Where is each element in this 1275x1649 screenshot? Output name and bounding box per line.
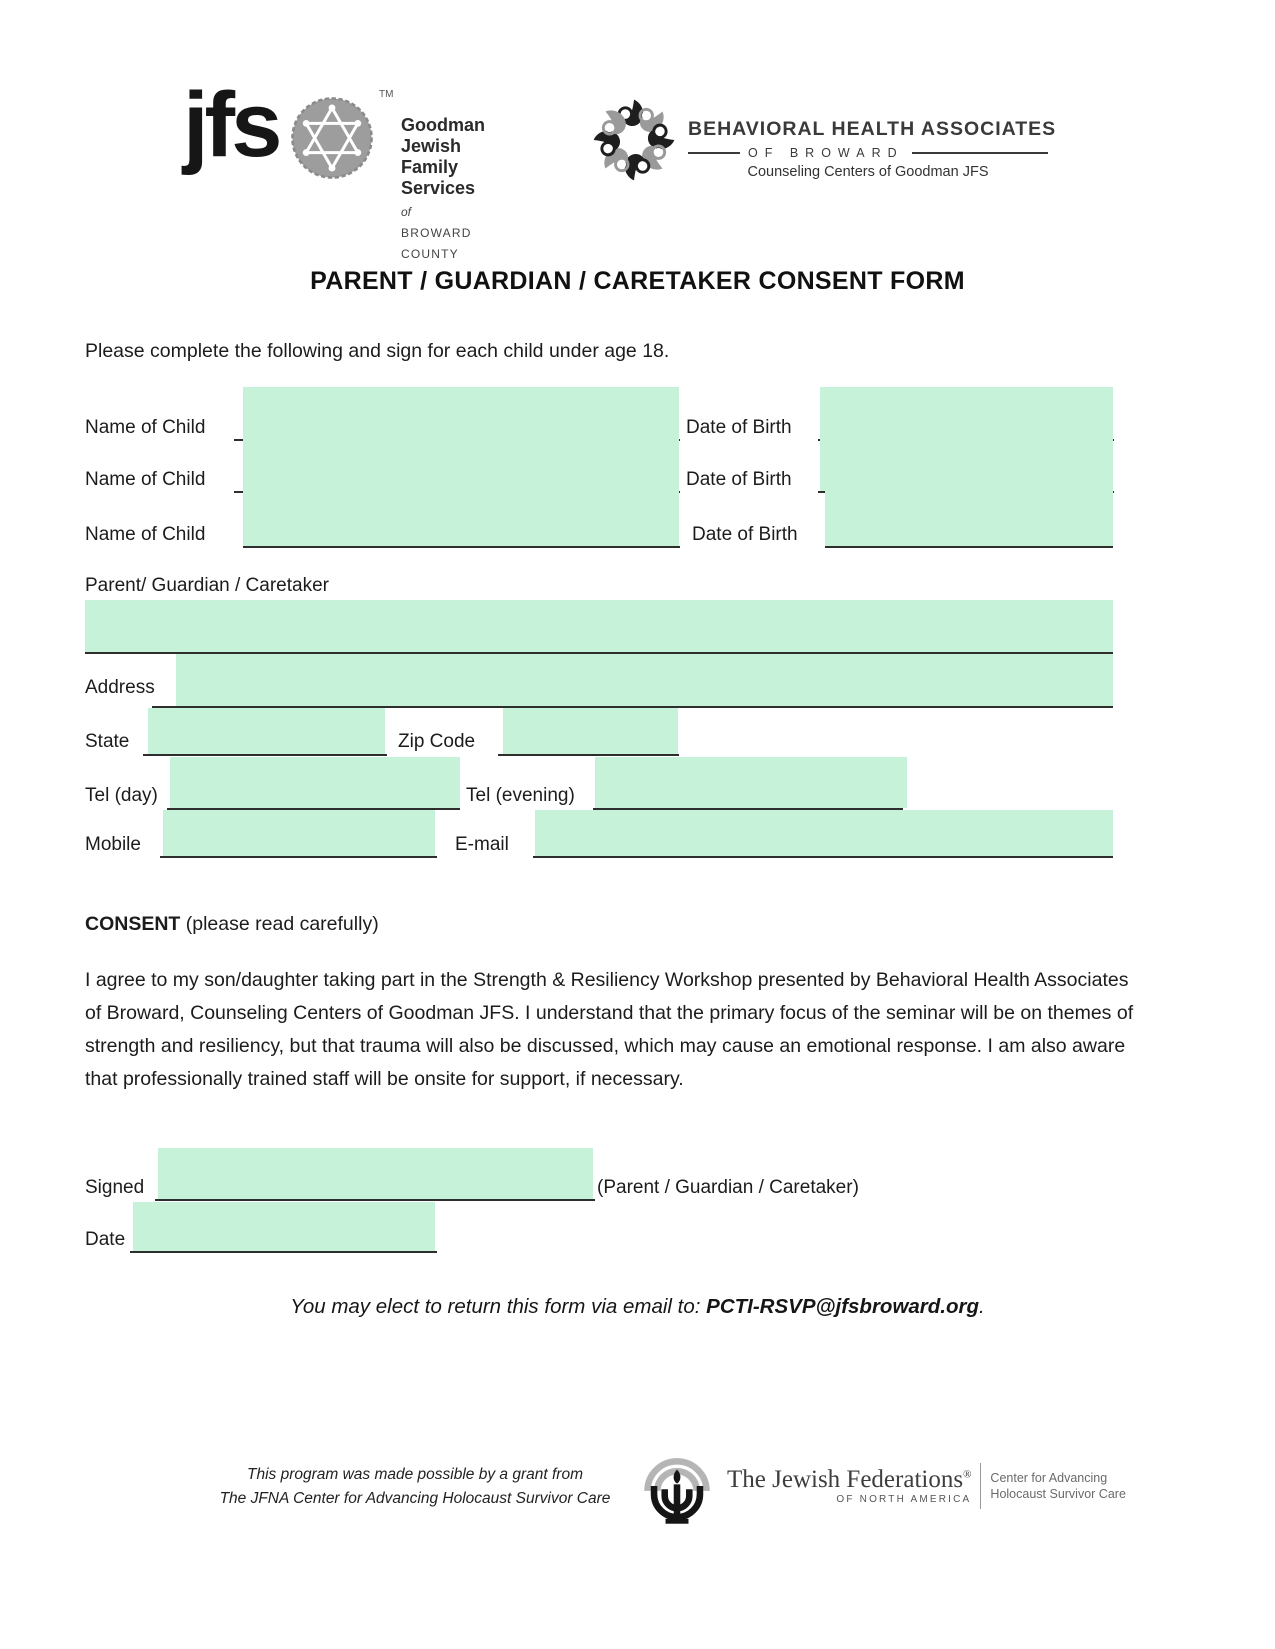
field-underline xyxy=(825,546,1113,548)
tel-day-label: Tel (day) xyxy=(85,785,158,806)
jf-wordmark xyxy=(727,1467,971,1505)
zip-field[interactable] xyxy=(503,708,678,754)
child-dob-label-3: Date of Birth xyxy=(692,524,798,545)
menorah-icon xyxy=(636,1444,718,1528)
state-label: State xyxy=(85,731,130,752)
child-dob-label-2: Date of Birth xyxy=(686,469,792,490)
child-name-label-2: Name of Child xyxy=(85,469,206,490)
child-name-field-3[interactable] xyxy=(243,491,679,546)
jf-name: The Jewish Federations® xyxy=(727,1466,972,1493)
tel-day-field[interactable] xyxy=(170,757,460,808)
field-underline xyxy=(160,856,437,858)
jfs-logo-text: jfs xyxy=(183,74,279,176)
mobile-field[interactable] xyxy=(163,810,435,856)
parent-label: Parent/ Guardian / Caretaker xyxy=(85,575,329,596)
jf-divider xyxy=(980,1463,981,1509)
return-note xyxy=(0,1295,1275,1319)
date-label: Date xyxy=(85,1229,126,1250)
bha-tagline: Counseling Centers of Goodman JFS xyxy=(747,164,989,180)
bha-subtitle: OF BROWARD xyxy=(748,146,904,160)
grant-line1: This program was made possible by a grant from xyxy=(247,1466,583,1483)
intro-text: Please complete the following and sign for each child under age 18. xyxy=(85,340,670,362)
return-note-prefix: You may elect to return this form via email to: xyxy=(290,1295,707,1318)
address-field[interactable] xyxy=(176,654,1113,706)
jfs-org-line3: of BROWARD COUNTY xyxy=(401,205,472,261)
child-dob-label-1: Date of Birth xyxy=(686,417,792,438)
field-underline xyxy=(243,546,680,548)
consent-paragraph: I agree to my son/daughter taking part in the Strength & Resiliency Workshop presented by Behavioral Health Associates of Broward, Counseling Centers of Goodman JFS. I understand that the primary focus of the seminar will be on themes of strength and resiliency, but that trauma will also be discussed, which may cause an emotional response. I am also aware that professionally trained staff will be onsite for support, if necessary. xyxy=(85,969,1134,1090)
tel-evening-field[interactable] xyxy=(595,757,907,808)
registered-mark: ® xyxy=(963,1468,972,1481)
field-underline xyxy=(130,1251,437,1253)
field-underline xyxy=(155,1199,595,1201)
child-dob-field-1[interactable] xyxy=(820,387,1113,439)
jfs-org-name xyxy=(401,115,485,265)
signed-field[interactable] xyxy=(158,1148,593,1199)
signed-suffix: (Parent / Guardian / Caretaker) xyxy=(597,1177,859,1198)
consent-heading-note: (please read carefully) xyxy=(180,913,379,935)
child-name-label-3: Name of Child xyxy=(85,524,206,545)
address-label: Address xyxy=(85,677,155,698)
consent-heading xyxy=(85,913,379,936)
field-underline xyxy=(533,856,1113,858)
tel-evening-label: Tel (evening) xyxy=(466,785,575,806)
jfs-org-line2: Family Services xyxy=(401,157,476,198)
email-field[interactable] xyxy=(535,810,1113,856)
consent-heading-word: CONSENT xyxy=(85,913,181,935)
grant-credit xyxy=(150,1463,680,1511)
date-field[interactable] xyxy=(133,1202,435,1251)
field-underline xyxy=(143,754,387,756)
mobile-label: Mobile xyxy=(85,834,141,855)
return-email-link[interactable]: PCTI-RSVP@jfsbroward.org xyxy=(706,1295,980,1318)
jfs-globe-icon xyxy=(289,95,375,181)
grant-line2: The JFNA Center for Advancing Holocaust Survivor Care xyxy=(219,1490,611,1507)
bha-swirl-icon xyxy=(586,90,682,190)
jf-caption xyxy=(990,1470,1125,1502)
child-name-field-1[interactable] xyxy=(243,387,679,439)
zip-label: Zip Code xyxy=(398,731,476,752)
bha-subtitle-row xyxy=(688,146,1048,160)
field-underline xyxy=(498,754,679,756)
jf-subtitle: OF NORTH AMERICA xyxy=(836,1494,972,1505)
signed-label: Signed xyxy=(85,1177,145,1198)
bha-wordmark xyxy=(688,118,1057,180)
parent-field[interactable] xyxy=(85,600,1113,652)
jf-caption-line2: Holocaust Survivor Care xyxy=(990,1487,1126,1501)
bha-title: BEHAVIORAL HEALTH ASSOCIATES xyxy=(688,118,1057,140)
child-name-label-1: Name of Child xyxy=(85,417,206,438)
child-dob-field-3[interactable] xyxy=(825,491,1113,546)
jfs-trademark: TM xyxy=(379,89,394,100)
email-label: E-mail xyxy=(455,834,509,855)
jfna-logo xyxy=(636,1444,1126,1528)
bha-rule-left xyxy=(688,152,740,154)
state-field[interactable] xyxy=(148,708,385,754)
child-dob-field-2[interactable] xyxy=(820,439,1113,491)
return-note-suffix: . xyxy=(979,1295,985,1318)
jfs-org-line1: Goodman Jewish xyxy=(401,115,485,156)
child-name-field-2[interactable] xyxy=(243,439,679,491)
bha-rule-right xyxy=(912,152,1048,154)
jf-caption-line1: Center for Advancing xyxy=(990,1471,1108,1485)
page-title: PARENT / GUARDIAN / CARETAKER CONSENT FORM xyxy=(310,267,965,295)
